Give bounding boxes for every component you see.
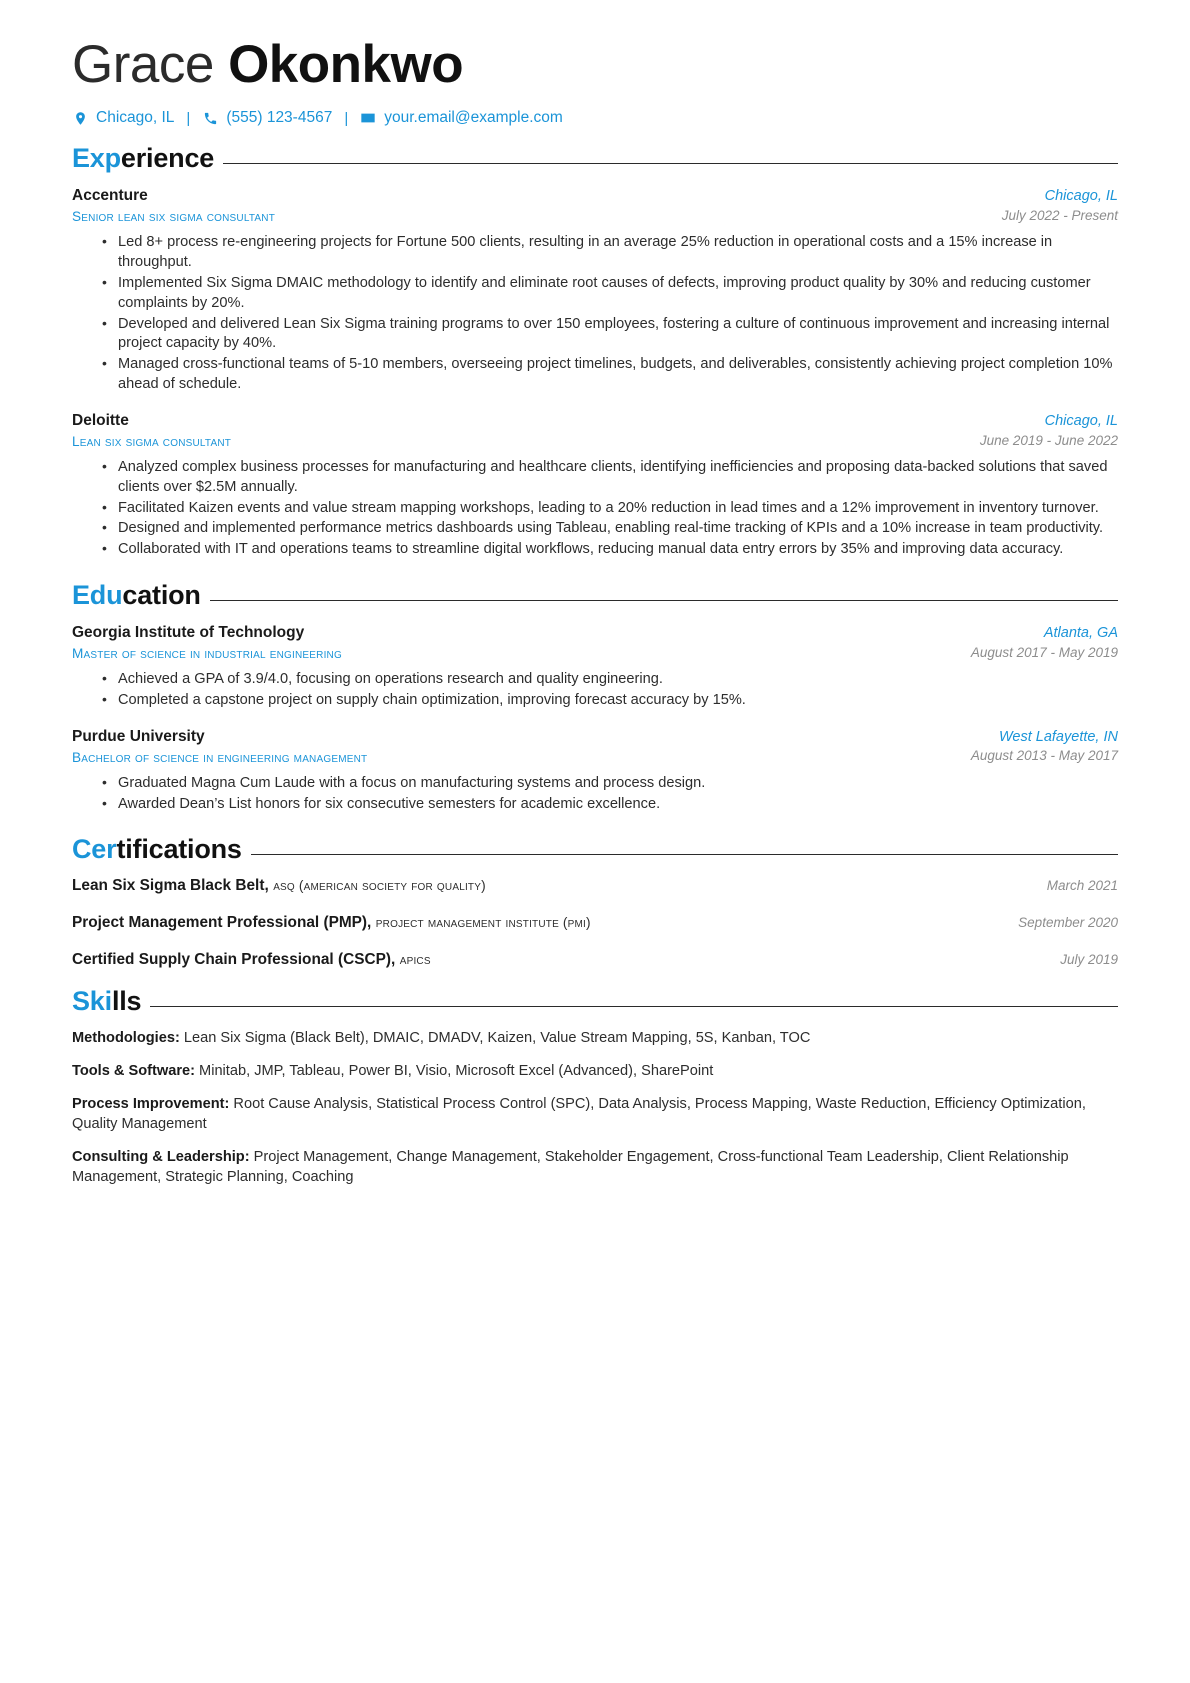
envelope-icon [360,110,376,126]
entry-left [72,727,367,767]
contact-phone[interactable] [202,109,332,127]
organization-name: Deloitte [72,411,129,429]
section-header-certifications [72,836,1118,863]
entry-right [971,624,1118,662]
last-name: Okonkwo [228,35,464,94]
entry-right [1002,187,1118,225]
entry-dates: August 2017 - May 2019 [970,644,1118,660]
bullet-item: • Analyzed complex business processes for manufacturing and healthcare clients, identifying inefficiencies and proposing data-backed solutions that saved clients over $2.5M annually. [102,458,1118,498]
bullet-item: • Developed and delivered Lean Six Sigma training programs to over 150 employees, fostering a culture of continuous improvement and increasing internal project capacity by 40%. [102,315,1118,355]
entry-dates: August 2013 - May 2017 [970,748,1118,764]
section-title-rest: cation [122,580,201,611]
map-pin-icon [72,110,88,126]
section-experience [72,145,1118,560]
phone-icon [202,110,218,126]
skill-row [72,1062,1118,1082]
certification-date: March 2021 [1046,878,1118,894]
organization-name: Accenture [72,187,148,205]
bullet-item: • Completed a capstone project on supply chain optimization, improving forecast accuracy by 15%. [102,691,1118,711]
certification-date: September 2020 [1018,915,1118,931]
skill-category-label: Methodologies: [72,1030,180,1047]
entry-dates: June 2019 - June 2022 [979,432,1118,448]
section-rule [210,600,1118,601]
experience-entry [72,186,1118,395]
entry-header [72,623,1118,663]
degree-title: Master of science in industrial engineering [72,646,342,662]
section-rule [150,1006,1118,1007]
certification-row [72,914,1118,932]
certification-left [72,951,431,969]
skill-category-label: Process Improvement: [72,1096,230,1113]
skill-row [72,1095,1118,1135]
section-title-certifications [72,836,242,863]
section-title-education [72,582,201,609]
contact-email[interactable] [360,109,563,127]
entry-dates: July 2022 - Present [1001,207,1118,223]
entry-location: West Lafayette, IN [998,728,1118,745]
bullet-item: • Managed cross-functional teams of 5-10 members, overseeing project timelines, budgets, and deliverables, consistently achieving project completion 10% ahead of schedule. [102,355,1118,395]
bullet-item: • Achieved a GPA of 3.9/4.0, focusing on operations research and quality engineering. [102,670,1118,690]
skill-values: Minitab, JMP, Tableau, Power BI, Visio, Microsoft Excel (Advanced), SharePoint [199,1063,714,1080]
entry-left [72,411,231,451]
phone-text: (555) 123-4567 [226,109,333,127]
entry-location: Atlanta, GA [1043,625,1118,642]
job-title: Senior lean six sigma consultant [72,209,276,225]
email-text: your.email@example.com [384,109,563,127]
section-title-experience [72,145,214,172]
section-rule [251,854,1118,855]
certification-row [72,877,1118,895]
skill-values: Lean Six Sigma (Black Belt), DMAIC, DMADV, Kaizen, Value Stream Mapping, 5S, Kanban, TOC [183,1030,811,1047]
education-entry [72,727,1118,815]
education-entry [72,623,1118,711]
section-title-accent: Exp [72,143,121,174]
school-name: Georgia Institute of Technology [72,624,305,642]
certification-issuer: project management institute (pmi) [375,915,591,931]
bullet-list [102,458,1118,560]
skill-category-label: Tools & Software: [72,1063,195,1080]
bullet-item: • Facilitated Kaizen events and value stream mapping workshops, leading to a 20% reduction in lead times and a 12% improvement in inventory turnover. [102,499,1118,519]
experience-entry [72,411,1118,560]
certification-name: Lean Six Sigma Black Belt, [72,877,269,895]
certification-name: Certified Supply Chain Professional (CSCP), [72,951,396,969]
section-title-accent: Edu [72,580,123,611]
skill-row [72,1029,1118,1049]
certification-left [72,914,591,932]
bullet-item: • Awarded Dean’s List honors for six consecutive semesters for academic excellence. [102,795,1118,815]
school-name: Purdue University [72,727,205,745]
skill-category-label: Consulting & Leadership: [72,1148,250,1165]
certification-issuer: apics [399,952,431,968]
location-text: Chicago, IL [96,109,175,127]
first-name: Grace [72,35,214,94]
entry-left [72,623,342,663]
page-title [72,36,1118,93]
skill-row [72,1148,1118,1188]
section-title-rest: erience [120,143,215,174]
entry-left [72,186,275,226]
certification-date: July 2019 [1060,952,1118,968]
bullet-list [102,670,1118,711]
certification-row [72,951,1118,969]
contact-separator-1: | [186,109,191,127]
entry-location: Chicago, IL [1044,412,1118,429]
certification-issuer: asq (american society for quality) [273,878,486,894]
degree-title: Bachelor of science in engineering management [72,749,368,765]
contact-bar [72,109,1118,127]
contact-separator-2: | [344,109,349,127]
entry-right [980,412,1118,450]
section-skills [72,988,1118,1187]
entry-header [72,411,1118,451]
certification-name: Project Management Professional (PMP), [72,914,372,932]
bullet-item: • Led 8+ process re-engineering projects for Fortune 500 clients, resulting in an average 25% reduction in operational costs and a 15% increase in throughput. [102,233,1118,273]
bullet-item: • Collaborated with IT and operations teams to streamline digital workflows, reducing manual data entry errors by 35% and improving data accuracy. [102,540,1118,560]
section-education [72,582,1118,814]
section-title-accent: Ski [72,986,112,1017]
entry-location: Chicago, IL [1044,188,1118,205]
section-certifications [72,836,1118,969]
bullet-item: • Graduated Magna Cum Laude with a focus on manufacturing systems and process design. [102,774,1118,794]
entry-header [72,186,1118,226]
section-title-skills [72,988,141,1015]
section-title-rest: tifications [116,834,242,865]
entry-right [971,728,1118,766]
bullet-list [102,774,1118,815]
bullet-item: • Designed and implemented performance metrics dashboards using Tableau, enabling real-time tracking of KPIs and a 10% increase in team productivity. [102,519,1118,539]
job-title: Lean six sigma consultant [72,433,232,449]
section-header-skills [72,988,1118,1015]
contact-location [72,109,174,127]
skill-values: Project Management, Change Management, Stakeholder Engagement, Cross-functional Team Leadership, Client Relationship Management, Strategic Planning, Coaching [72,1148,1069,1185]
section-title-accent: Cer [72,834,117,865]
section-header-education [72,582,1118,609]
section-title-rest: lls [111,986,142,1017]
entry-header [72,727,1118,767]
section-rule [223,163,1118,164]
bullet-item: • Implemented Six Sigma DMAIC methodology to identify and eliminate root causes of defects, improving product quality by 30% and reducing customer complaints by 20%. [102,274,1118,314]
bullet-list [102,233,1118,395]
section-header-experience [72,145,1118,172]
skill-values: Root Cause Analysis, Statistical Process Control (SPC), Data Analysis, Process Mapping, Waste Reduction, Efficiency Optimization, Quality Management [72,1096,1086,1132]
certification-left [72,877,486,895]
